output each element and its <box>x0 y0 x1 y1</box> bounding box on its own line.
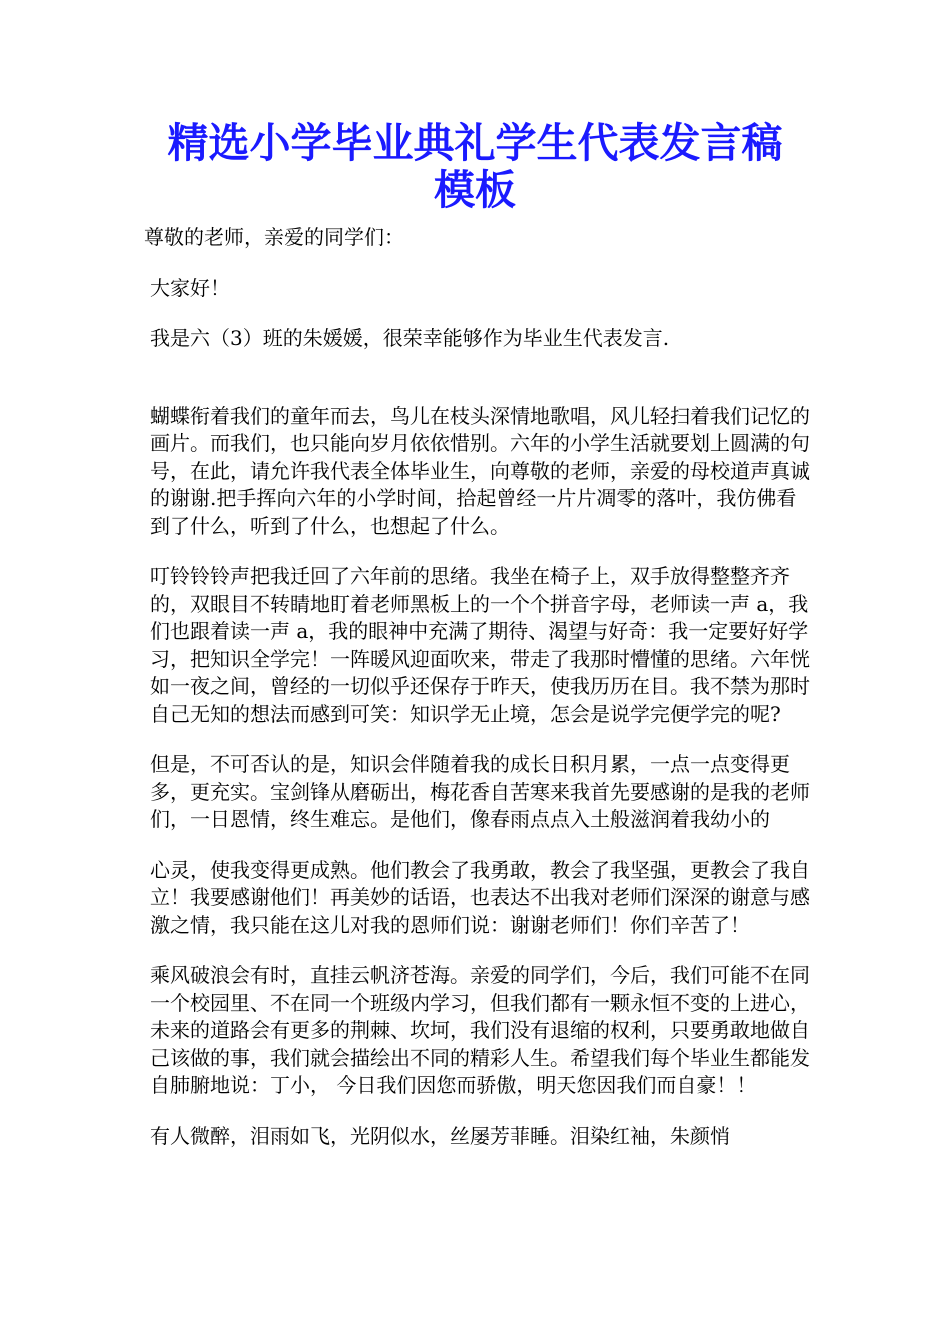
title-line-2: 模板 <box>434 166 516 214</box>
title-line-1: 精选小学毕业典礼学生代表发言稿 <box>167 119 783 167</box>
paragraph-4: 心灵，使我变得更成熟。他们教会了我勇敢，教会了我坚强，更教会了我自立！我要感谢他们！再美妙的话语，也表达不出我对老师们深深的谢意与感激之情，我只能在这儿对我的恩师们说：谢谢老师们！你们辛苦了！ <box>150 857 810 937</box>
paragraph-5: 乘风破浪会有时，直挂云帆济苍海。亲爱的同学们，今后，我们可能不在同一个校园里、不在同一个班级内学习，但我们都有一颗永恒不变的上进心，未来的道路会有更多的荆棘、坎坷，我们没有退缩的权利，只要勇敢地做自己该做的事，我们就会描绘出不同的精彩人生。希望我们每个毕业生都能发自肺腑地说：丁小， 今日我们因您而骄傲，明天您因我们而自豪！！ <box>150 963 810 1097</box>
greeting: 大家好！ <box>150 275 230 300</box>
salutation: 尊敬的老师，亲爱的同学们： <box>144 225 404 249</box>
paragraph-6: 有人微醉，泪雨如飞，光阴似水，丝屡芳菲睡。泪染红袖，朱颜悄 <box>150 1123 730 1148</box>
document-body <box>144 224 812 1150</box>
paragraph-2: 叮铃铃铃声把我迁回了六年前的思绪。我坐在椅子上，双手放得整整齐齐的，双眼目不转睛地盯着老师黑板上的一个个拼音字母，老师读一声 a，我们也跟着读一声 a，我的眼神中充满了期待、渴望与好奇：我一定要好好学习，把知识全学完！一阵暖风迎面吹来，带走了我那时懵懂的思绪。六年恍如一夜之间，曾经的一切似乎还保存于昨天，使我历历在目。我不禁为那时自己无知的想法而感到可笑：知识学无止境，怎会是说学完便学完的呢? <box>150 564 810 726</box>
paragraph-1: 蝴蝶衔着我们的童年而去，鸟儿在枝头深情地歌唱，风儿轻扫着我们记忆的画片。而我们，也只能向岁月依依惜别。六年的小学生活就要划上圆满的句号，在此，请允许我代表全体毕业生，向尊敬的老师，亲爱的母校道声真诚的谢谢.把手挥向六年的小学时间，拾起曾经一片片凋零的落叶，我仿佛看到了什么，听到了什么，也想起了什么。 <box>150 403 810 538</box>
intro-line: 我是六（3）班的朱媛媛，很荣幸能够作为毕业生代表发言. <box>150 326 670 350</box>
paragraph-3: 但是，不可否认的是，知识会伴随着我的成长日积月累，一点一点变得更多，更充实。宝剑锋从磨砺出，梅花香自苦寒来我首先要感谢的是我的老师们，一日恩情，终生难忘。是他们，像春雨点点入土般滋润着我幼小的 <box>150 752 810 831</box>
document-title <box>140 120 810 214</box>
